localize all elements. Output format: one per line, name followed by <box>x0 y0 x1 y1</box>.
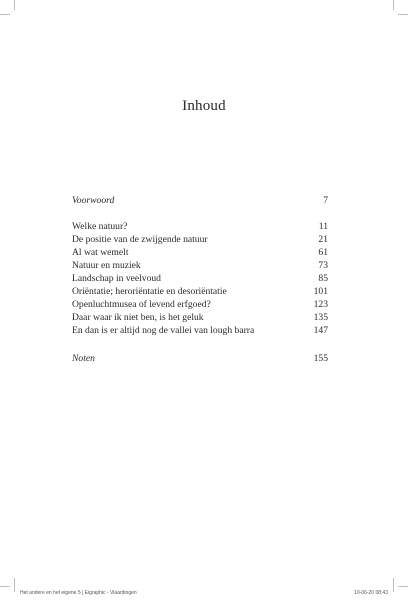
toc-entry-notes <box>72 352 328 365</box>
toc-entry-title: Oriëntatie; heroriëntatie en desoriëntatie <box>72 286 227 297</box>
print-slug-right: 10-06-20 08:43 <box>354 590 388 596</box>
crop-mark-bottom-right <box>393 578 394 592</box>
page-title: Inhoud <box>182 98 226 114</box>
toc-entry <box>72 324 328 337</box>
toc-entry <box>72 311 328 324</box>
toc-entry <box>72 259 328 272</box>
crop-mark-bottom-left <box>14 578 15 592</box>
toc-entry-title: Noten <box>72 353 95 364</box>
toc-entry <box>72 246 328 259</box>
print-slug-left: Het andere en het eigene 5 | Eigraphic - Vlaardingen <box>20 590 137 596</box>
toc-entry-page: 73 <box>318 260 328 271</box>
crop-mark-top-right <box>393 0 394 10</box>
toc-entry-title: En dan is er altijd nog de vallei van lough barra <box>72 325 255 336</box>
toc-entry-title: Al wat wemelt <box>72 247 129 258</box>
toc-entry-title: Landschap in veelvoud <box>72 273 161 284</box>
crop-mark-top-left <box>14 0 15 10</box>
toc-entry-page: 7 <box>323 195 328 206</box>
toc-entry-page: 147 <box>313 325 328 336</box>
toc-entry-title: Natuur en muziek <box>72 260 141 271</box>
toc-entry-page: 85 <box>318 273 328 284</box>
toc-entry-page: 101 <box>313 286 328 297</box>
toc-entry <box>72 272 328 285</box>
crop-mark-top-left-h <box>0 14 10 15</box>
crop-mark-bottom-left-h <box>0 586 10 587</box>
toc-entry-page: 61 <box>318 247 328 258</box>
toc-entry-page: 21 <box>318 234 328 245</box>
toc-entry-page: 123 <box>313 299 328 310</box>
toc-entry-intro <box>72 194 328 207</box>
toc-entry <box>72 298 328 311</box>
toc-entry-title: Openluchtmusea of levend erfgoed? <box>72 299 211 310</box>
toc-entry-page: 135 <box>313 312 328 323</box>
toc-entry-title: Voorwoord <box>72 195 115 206</box>
crop-mark-top-right-h <box>398 14 408 15</box>
toc-entry <box>72 285 328 298</box>
toc-entry-title: De positie van de zwijgende natuur <box>72 234 208 245</box>
toc-entry-page: 11 <box>318 221 328 232</box>
toc-entry <box>72 233 328 246</box>
crop-mark-bottom-right-h <box>398 586 408 587</box>
toc-entry <box>72 220 328 233</box>
toc-entry-title: Welke natuur? <box>72 221 128 232</box>
toc-entry-page: 155 <box>313 353 328 364</box>
toc-entry-title: Daar waar ik niet ben, is het geluk <box>72 312 204 323</box>
